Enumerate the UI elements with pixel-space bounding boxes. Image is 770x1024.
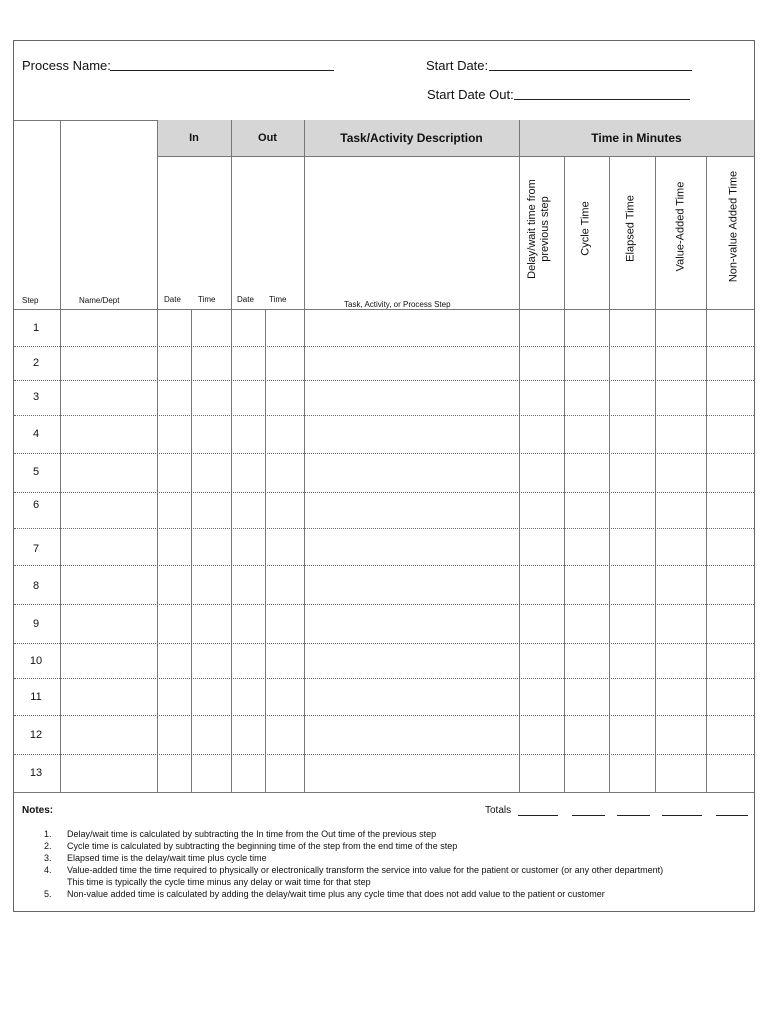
- in-time-subheader: Time: [198, 295, 216, 304]
- non-value-total-field[interactable]: [716, 815, 748, 816]
- name-dept-subheader: Name/Dept: [79, 296, 120, 305]
- step-number: 6: [32, 499, 40, 511]
- out-date-subheader: Date: [237, 295, 254, 304]
- delay-total-field[interactable]: [518, 815, 558, 816]
- step-number: 2: [32, 357, 40, 369]
- step-number: 10: [29, 655, 43, 667]
- note-text: Elapsed time is the delay/wait time plus cycle time: [67, 853, 267, 863]
- start-date-field[interactable]: [489, 70, 692, 71]
- process-table: [14, 120, 754, 793]
- time-in-minutes-header: Time in Minutes: [591, 131, 682, 145]
- step-number: 7: [32, 543, 40, 555]
- elapsed-total-field[interactable]: [617, 815, 650, 816]
- elapsed-time-header: Elapsed Time: [624, 195, 637, 262]
- step-number: 4: [32, 428, 40, 440]
- value-added-header: Value-Added Time: [674, 181, 687, 272]
- task-activity-header: Task/Activity Description: [340, 131, 483, 145]
- step-number: 3: [32, 391, 40, 403]
- start-date-out-label: Start Date Out:: [427, 87, 514, 102]
- step-number: 5: [32, 466, 40, 478]
- step-number: 12: [29, 729, 43, 741]
- notes-label: Notes:: [22, 805, 54, 816]
- note-text: Delay/wait time is calculated by subtracting the In time from the Out time of the previous step: [67, 829, 437, 839]
- cycle-time-header: Cycle Time: [579, 201, 592, 256]
- task-subheader: Task, Activity, or Process Step: [344, 300, 451, 309]
- step-number: 11: [30, 691, 42, 703]
- out-header: Out: [258, 132, 277, 144]
- totals-label: Totals: [485, 805, 512, 816]
- step-subheader: Step: [22, 296, 39, 305]
- note-number: 2.: [44, 841, 52, 851]
- step-number: 8: [32, 580, 40, 592]
- process-name-label: Process Name:: [22, 58, 111, 73]
- note-number: 4.: [44, 865, 52, 875]
- non-value-added-header: Non-value Added Time: [727, 170, 740, 283]
- note-number: 5.: [44, 889, 52, 899]
- in-header: In: [189, 132, 199, 144]
- note-number: 3.: [44, 853, 52, 863]
- cycle-total-field[interactable]: [572, 815, 605, 816]
- step-number: 9: [32, 618, 40, 630]
- note-number: 1.: [44, 829, 52, 839]
- out-time-subheader: Time: [269, 295, 287, 304]
- process-form: [13, 40, 755, 912]
- note-text: Cycle time is calculated by subtracting the beginning time of the step from the end time of the step: [67, 841, 458, 851]
- delay-wait-header: Delay/wait time from previous step: [526, 179, 551, 279]
- process-name-field[interactable]: [110, 70, 334, 71]
- start-date-label: Start Date:: [426, 58, 489, 73]
- in-date-subheader: Date: [164, 295, 181, 304]
- value-added-total-field[interactable]: [662, 815, 702, 816]
- step-number: 13: [29, 767, 43, 779]
- note-text: Non-value added time is calculated by adding the delay/wait time plus any cycle time that does not add value to the patient or customer: [67, 889, 605, 899]
- note-text: Value-added time the time required to physically or electronically transform the service into value for the patient or customer (or any other department): [67, 865, 664, 875]
- step-number: 1: [32, 322, 40, 334]
- start-date-out-field[interactable]: [514, 99, 690, 100]
- note-text: This time is typically the cycle time minus any delay or wait time for that step: [67, 877, 371, 887]
